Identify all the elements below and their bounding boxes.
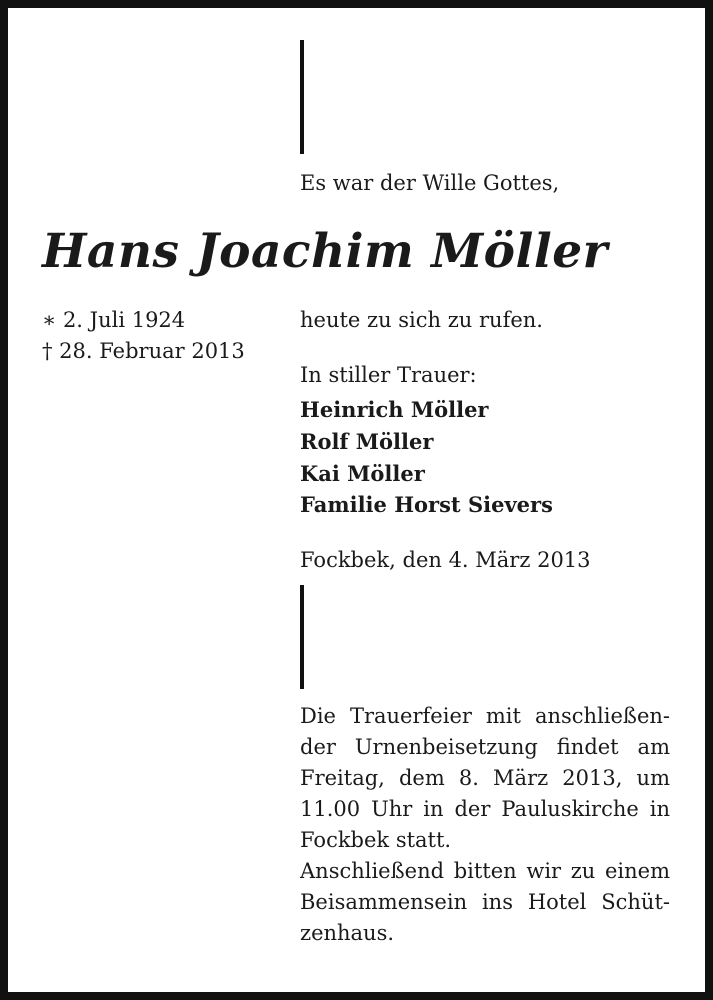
funeral-details [300, 701, 670, 949]
mourner-name: Familie Horst Sievers [300, 492, 553, 517]
deceased-name: Hans Joachim Möller [42, 224, 608, 279]
place-date: Fockbek, den 4. März 2013 [300, 548, 591, 572]
funeral-line: Freitag, dem 8. März 2013, um [300, 766, 670, 790]
intro-continued: heute zu sich zu rufen. [300, 308, 543, 332]
birth-date: ∗ 2. Juli 1924 [42, 308, 186, 332]
top-vertical-rule [300, 40, 304, 154]
funeral-line: zenhaus. [300, 921, 395, 945]
funeral-line: Anschließend bitten wir zu einem [300, 859, 670, 883]
death-date: † 28. Februar 2013 [42, 339, 245, 363]
mourning-label: In stiller Trauer: [300, 363, 477, 387]
middle-vertical-rule [300, 585, 304, 689]
intro-text: Es war der Wille Gottes, [300, 171, 560, 195]
funeral-line: der Urnenbeisetzung findet am [300, 735, 670, 759]
mourner-name: Rolf Möller [300, 429, 434, 454]
mourner-name: Kai Möller [300, 461, 425, 486]
funeral-line: Beisammensein ins Hotel Schüt- [300, 890, 670, 914]
funeral-line: Die Trauerfeier mit anschließen- [300, 704, 670, 728]
funeral-line: Fockbek statt. [300, 828, 452, 852]
funeral-line: 11.00 Uhr in der Pauluskirche in [300, 797, 670, 821]
mourner-name: Heinrich Möller [300, 397, 489, 422]
